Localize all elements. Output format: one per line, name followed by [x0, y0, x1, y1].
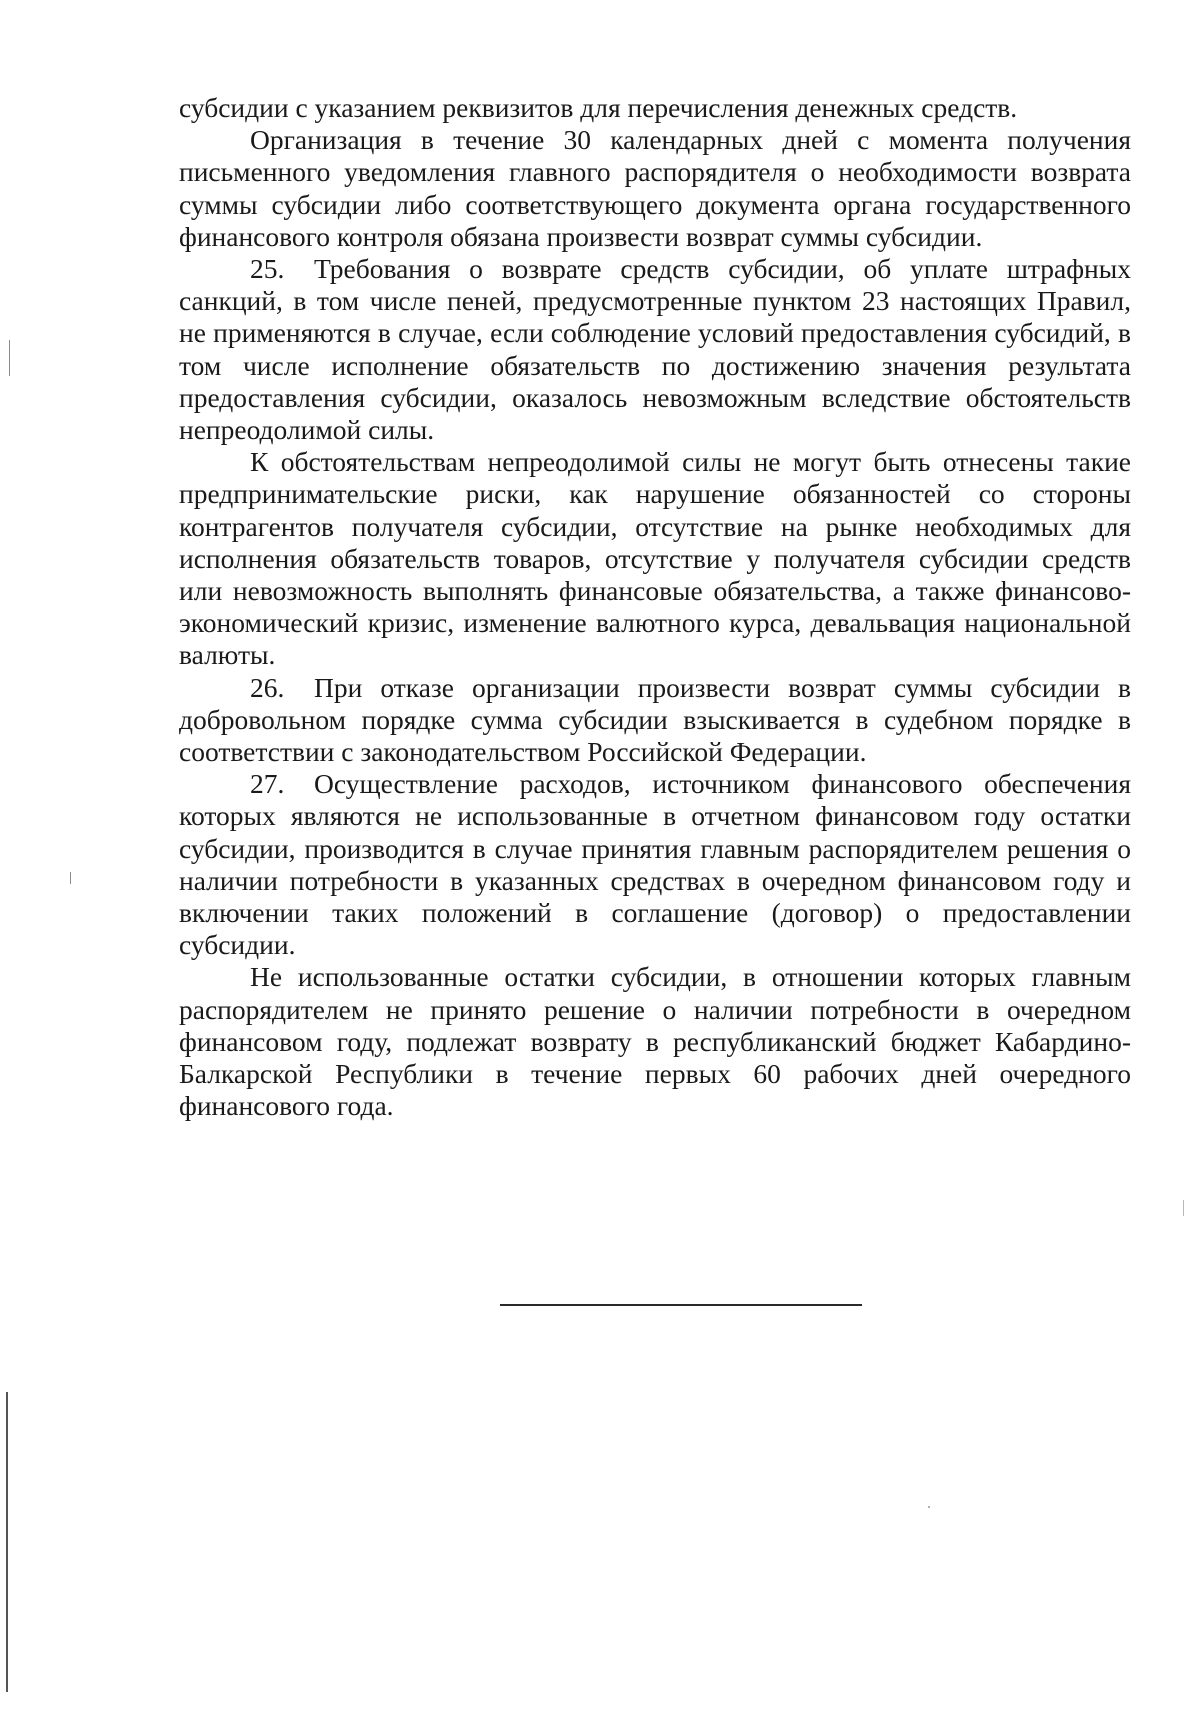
paragraph-force-majeure-exclusions	[179, 446, 1131, 671]
paragraph-text: Организация в течение 30 календарных дней с момента получения письменного уведомления главного распорядителя о необходимости возврата суммы субсидии либо соответствующего документа органа государственного финансового контроля обязана произвести возврат суммы субсидии.	[179, 124, 1131, 252]
scan-artifact-mark	[70, 872, 71, 884]
scan-artifact-mark	[9, 340, 10, 376]
paragraph-text: При отказе организации произвести возврат суммы субсидии в добровольном порядке сумма субсидии взыскивается в судебном порядке в соответствии с законодательством Российской Федерации.	[179, 671, 1131, 768]
paragraph-refund-deadline	[179, 124, 1131, 253]
paragraph-text: субсидии с указанием реквизитов для перечисления денежных средств.	[179, 92, 1018, 123]
clause-number: 26.	[250, 671, 285, 703]
scan-artifact-dot	[928, 1506, 930, 1508]
paragraph-unused-remainders	[179, 961, 1131, 1122]
clause-26	[179, 672, 1131, 769]
paragraph-text: Не использованные остатки субсидии, в отношении которых главным распорядителем не принято решение о наличии потребности в очередном финансовом году, подлежат возврату в республиканский бюджет Кабардино-Балкарской Республики в течение первых 60 рабочих дней очередного финансового года.	[179, 961, 1131, 1122]
clause-number: 25.	[250, 253, 285, 285]
paragraph-text: Требования о возврате средств субсидии, об уплате штрафных санкций, в том числе пеней, предусмотренные пунктом 23 настоящих Правил, не применяются в случае, если соблюдение условий предоставления субсидий, в том числе исполнение обязательств по достижению значения результата предоставления субсидии, оказалось невозможным вследствие обстоятельств непреодолимой силы.	[179, 253, 1131, 446]
document-body	[179, 92, 1131, 1123]
closing-divider-line	[500, 1304, 862, 1306]
clause-number: 27.	[250, 768, 285, 800]
scan-edge-line	[6, 1392, 8, 1692]
paragraph-continuation	[179, 92, 1131, 124]
clause-25	[179, 253, 1131, 446]
clause-27	[179, 768, 1131, 961]
paragraph-text: К обстоятельствам непреодолимой силы не могут быть отнесены такие предпринимательские риски, как нарушение обязанностей со стороны контрагентов получателя субсидии, отсутствие на рынке необходимых для исполнения обязательств товаров, отсутствие у получателя субсидии средств или невозможность выполнять финансовые обязательства, а также финансово-экономический кризис, изменение валютного курса, девальвация национальной валюты.	[179, 446, 1131, 671]
scan-artifact-mark	[1183, 1200, 1184, 1216]
paragraph-text: Осуществление расходов, источником финансового обеспечения которых являются не использованные в отчетном финансовом году остатки субсидии, производится в случае принятия главным распорядителем решения о наличии потребности в указанных средствах в очередном финансовом году и включении таких положений в соглашение (договор) о предоставлении субсидии.	[179, 768, 1131, 961]
